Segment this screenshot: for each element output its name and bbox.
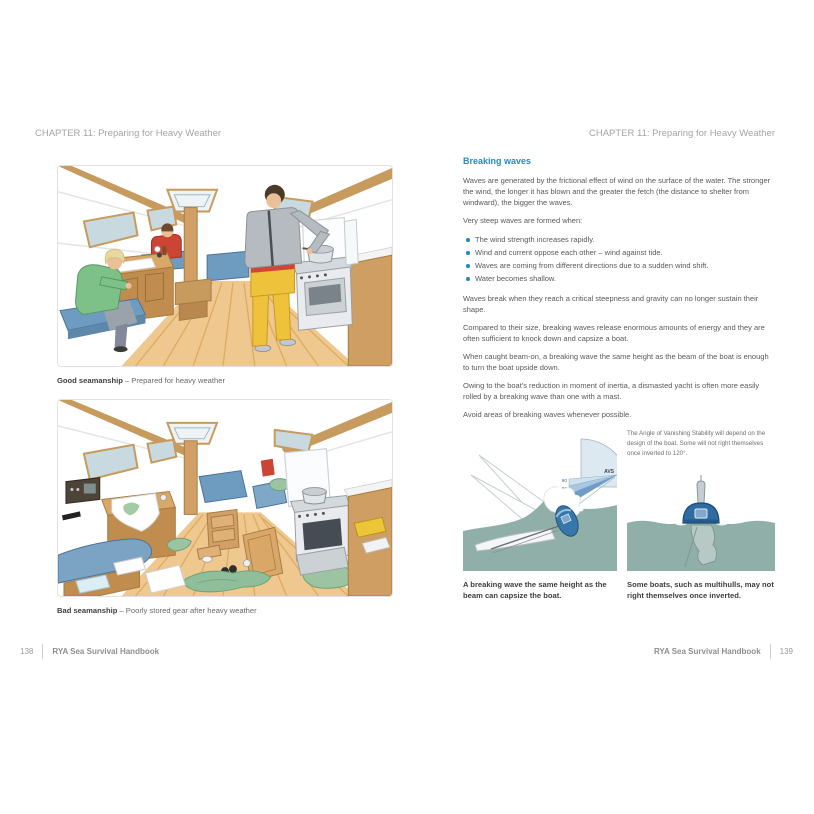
caption-rest: – Prepared for heavy weather [122,376,225,385]
caption-lead: Bad seamanship [57,606,118,615]
list-item: The wind strength increases rapidly. [464,233,775,246]
paragraph: Avoid areas of breaking waves whenever possible. [463,410,632,419]
capsize-illustration [463,429,617,571]
chapter-running-head: CHAPTER 11: Preparing for Heavy Weather [35,128,222,139]
list-item: Water becomes shallow. [464,272,775,285]
figure-caption [57,376,393,385]
good-seamanship-figure [57,165,393,367]
inverted-boat-illustration [627,475,775,571]
paragraph: When caught beam-on, a breaking wave the same height as the beam of the boat is enough to turn the boat upside down. [463,352,769,372]
list-item: Wind and current oppose each other – wind against tide. [464,246,775,259]
page-number: 138 [20,647,34,656]
caption-lead: Good seamanship [57,376,123,385]
figure-caption [57,606,393,615]
figure-caption: A breaking wave the same height as the beam can capsize the boat. [463,580,607,600]
right-page [463,120,793,680]
chapter-running-head: CHAPTER 11: Preparing for Heavy Weather [588,128,775,139]
right-page-footer [463,644,793,659]
bad-seamanship-illustration [58,400,392,596]
book-title: RYA Sea Survival Handbook [653,647,761,656]
book-title: RYA Sea Survival Handbook [52,647,160,656]
wave-figures-row [463,429,775,608]
keel-fin [697,481,705,503]
inverted-boat-figure [627,429,775,608]
capsize-figure [463,429,617,608]
paragraph: Owing to the boat's reduction in moment of inertia, a dismasted yacht is often more easily rolled by a breaking wave than one with a mast. [463,381,760,401]
steep-waves-list [464,233,775,285]
left-page [20,120,393,680]
avs-label: AVS [604,469,614,475]
paragraph: Waves are generated by the frictional effect of wind on the surface of the water. The stronger the wind, the longer it has blown and the greater the fetch (the distance to shelter from windward), the bigger the waves. [463,176,771,207]
mast-post [184,208,197,283]
paragraph: Waves break when they reach a critical steepness and gravity can no longer sustain their shape. [463,294,759,314]
paragraph: Compared to their size, breaking waves release enormous amounts of energy and they are often sufficient to knock down and capsize a boat. [463,323,765,343]
bad-seamanship-figure [57,399,393,597]
section-heading: Breaking waves [463,156,532,166]
figure-caption: Some boats, such as multihulls, may not right themselves once inverted. [627,580,774,600]
left-page-footer [20,644,393,659]
caption-rest: – Poorly stored gear after heavy weather [117,606,257,615]
paragraph: Very steep waves are formed when: [463,216,583,225]
list-item: Waves are coming from different directions due to a sudden wind shift. [464,259,775,272]
avs-annotation: The Angle of Vanishing Stability will depend on the design of the boat. Some will not right themselves once inverted to 120°. [627,430,766,457]
page-number: 139 [779,647,793,656]
footer-divider [770,644,771,659]
footer-divider [42,644,43,659]
breaking-waves-section [463,156,775,608]
good-seamanship-illustration [58,166,392,366]
avs-angle-label: 90 [561,479,567,484]
